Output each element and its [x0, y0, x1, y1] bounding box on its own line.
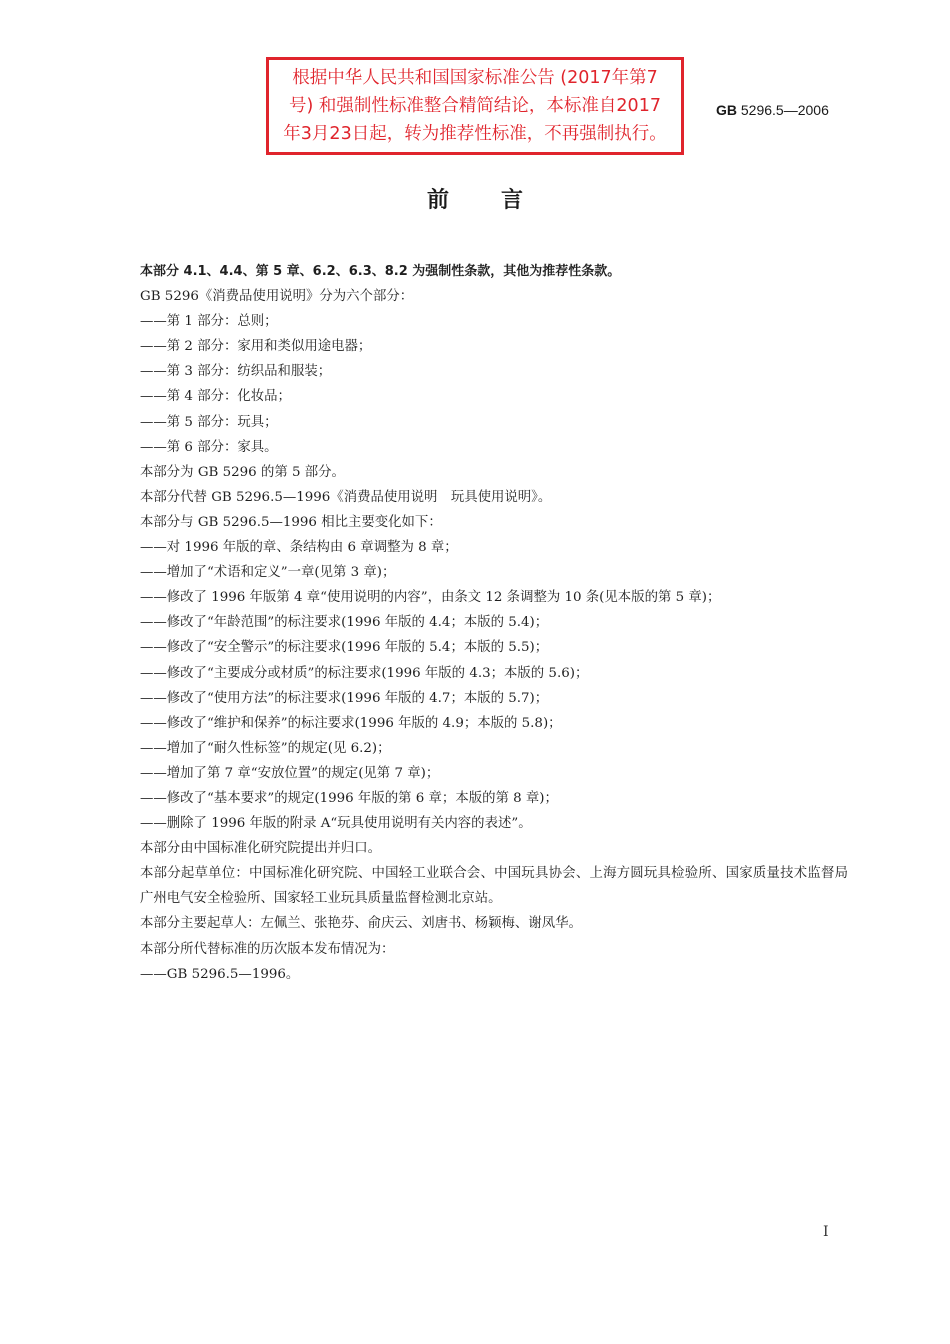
standard-prefix: GB [716, 102, 737, 118]
foreword-body [108, 259, 848, 987]
list-item-part-3: ——第 3 部分：纺织品和服装； [140, 364, 332, 380]
list-item-change: ——修改了 1996 年版第 4 章“使用说明的内容”，由条文 12 条调整为 10 条(见本版的第 5 章)； [140, 590, 721, 606]
paragraph-drafting-units: 本部分起草单位：中国标准化研究院、中国轻工业联合会、中国玩具协会、上海方圆玩具检验所、国家质量技术监督局广州电气安全检验所、国家轻工业玩具质量监督检测北京站。 [140, 866, 848, 907]
notice-line-3: 年3月23日起，转为推荐性标准，不再强制执行。 [283, 124, 667, 144]
list-item-history: ——GB 5296.5—1996。 [140, 966, 300, 982]
list-item-part-2: ——第 2 部分：家用和类似用途电器； [140, 339, 372, 355]
list-item-change: ——对 1996 年版的章、条结构由 6 章调整为 8 章； [140, 540, 458, 556]
page-title: 前言 [426, 188, 575, 213]
paragraph-mandatory-clauses: 本部分 4.1、4.4、第 5 章、6.2、6.3、8.2 为强制性条款，其他为推荐性条款。 [140, 264, 621, 279]
standard-number [716, 102, 829, 118]
paragraph-changes-intro: 本部分与 GB 5296.5—1996 相比主要变化如下： [140, 514, 442, 530]
list-item-change: ——增加了“耐久性标签”的规定(见 6.2)； [140, 740, 391, 756]
list-item-change: ——修改了“使用方法”的标注要求(1996 年版的 4.7；本版的 5.7)； [140, 690, 549, 706]
list-item-change: ——修改了“安全警示”的标注要求(1996 年版的 5.4；本版的 5.5)； [140, 640, 549, 656]
list-item-change: ——修改了“年龄范围”的标注要求(1996 年版的 4.4；本版的 5.4)； [140, 615, 549, 631]
paragraph-replaces: 本部分代替 GB 5296.5—1996《消费品使用说明 玩具使用说明》。 [140, 489, 552, 505]
paragraph-parts-intro: GB 5296《消费品使用说明》分为六个部分： [140, 289, 414, 305]
notice-line-1: 根据中华人民共和国国家标准公告 (2017年第7 [292, 68, 658, 88]
list-item-part-4: ——第 4 部分：化妆品； [140, 389, 291, 405]
list-item-change: ——修改了“维护和保养”的标注要求(1996 年版的 4.9；本版的 5.8)； [140, 715, 562, 731]
paragraph-proposed-by: 本部分由中国标准化研究院提出并归口。 [140, 841, 382, 857]
list-item-part-5: ——第 5 部分：玩具； [140, 414, 278, 430]
paragraph-history-intro: 本部分所代替标准的历次版本发布情况为： [140, 941, 395, 957]
mandatory-status-notice [266, 57, 684, 155]
list-item-change: ——增加了第 7 章“安放位置”的规定(见第 7 章)； [140, 765, 440, 781]
standard-code: 5296.5—2006 [740, 102, 829, 118]
list-item-part-6: ——第 6 部分：家具。 [140, 439, 278, 455]
paragraph-this-part: 本部分为 GB 5296 的第 5 部分。 [140, 464, 345, 480]
list-item-change: ——增加了“术语和定义”一章(见第 3 章)； [140, 565, 396, 581]
list-item-change: ——修改了“主要成分或材质”的标注要求(1996 年版的 4.3；本版的 5.6)； [140, 665, 589, 681]
list-item-change: ——修改了“基本要求”的规定(1996 年版的第 6 章；本版的第 8 章)； [140, 790, 558, 806]
page-number: I [823, 1224, 829, 1240]
list-item-part-1: ——第 1 部分：总则； [140, 314, 278, 330]
paragraph-drafters: 本部分主要起草人：左佩兰、张艳芬、俞庆云、刘唐书、杨颖梅、谢凤华。 [140, 916, 582, 932]
list-item-change: ——删除了 1996 年版的附录 A“玩具使用说明有关内容的表述”。 [140, 816, 532, 832]
notice-line-2: 号) 和强制性标准整合精简结论，本标准自2017 [289, 96, 661, 116]
